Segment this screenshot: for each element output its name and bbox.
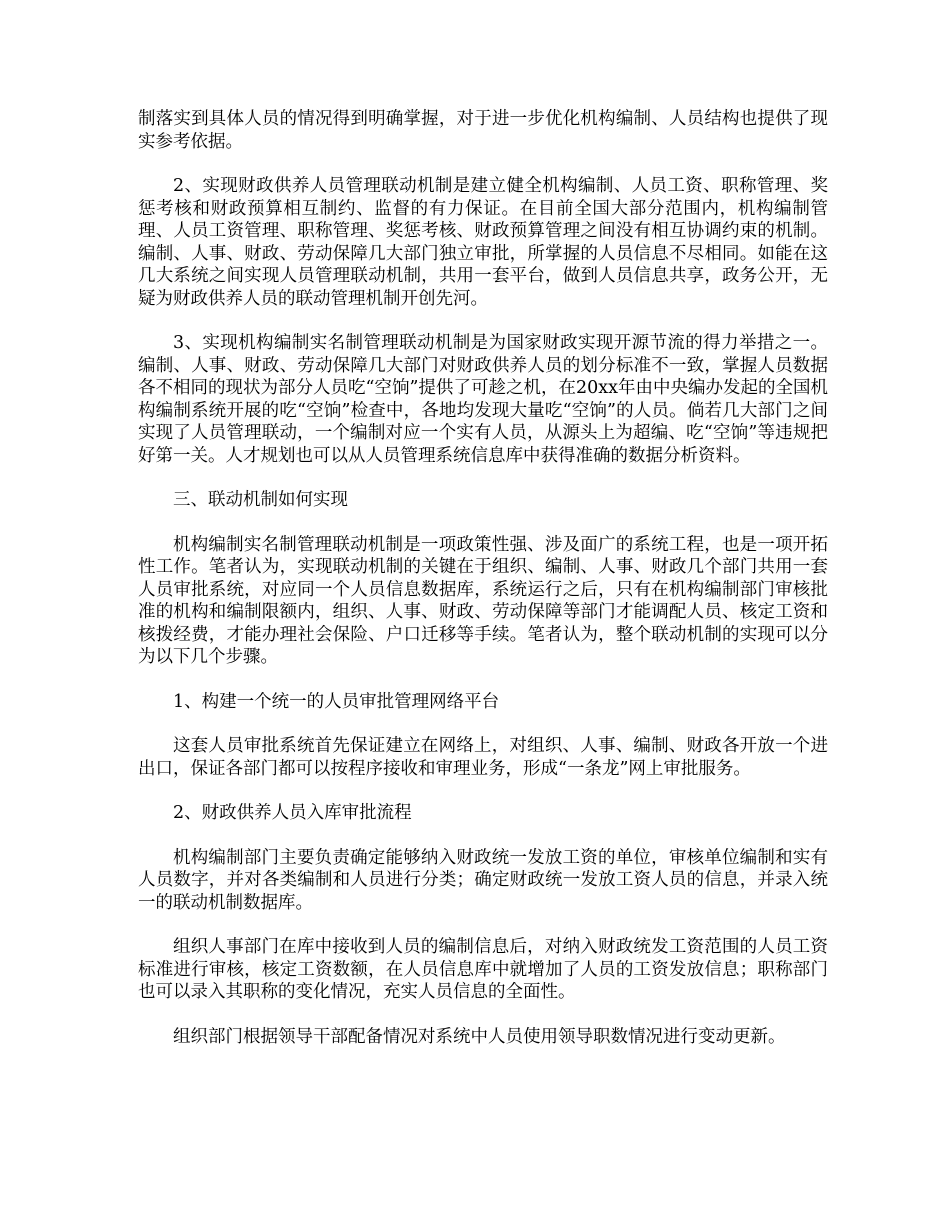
paragraph-step-1: 这套人员审批系统首先保证建立在网络上，对组织、人事、编制、财政各开放一个进出口，保证各部门都可以按程序接收和审理业务，形成“一条龙”网上审批服务。 bbox=[138, 736, 828, 779]
paragraph-point-2: 2、实现财政供养人员管理联动机制是建立健全机构编制、人员工资、职称管理、奖惩考核和财政预算相互制约、监督的有力保证。在目前全国大部分范围内，机构编制管理、人员工资管理、职称管理、奖惩考核、财政预算管理之间没有相互协调约束的机制。编制、人事、财政、劳动保障几大部门独立审批，所掌握的人员信息不尽相同。如能在这几大系统之间实现人员管理联动机制，共用一套平台，做到人员信息共享，政务公开，无疑为财政供养人员的联动管理机制开创先河。 bbox=[138, 176, 828, 309]
paragraph-step-2-c: 组织部门根据领导干部配备情况对系统中人员使用领导职数情况进行变动更新。 bbox=[173, 1026, 786, 1047]
subheading-step-2: 2、财政供养人员入库审批流程 bbox=[173, 803, 412, 823]
paragraph-point-3: 3、实现机构编制实名制管理联动机制是为国家财政实现开源节流的得力举措之一。编制、人事、财政、劳动保障几大部门对财政供养人员的划分标准不一致，掌握人员数据各不相同的现状为部分人员吃“空饷”提供了可趁之机，在20xx年由中央编办发起的全国机构编制系统开展的吃“空饷”检查中，各地均发现大量吃“空饷”的人员。倘若几大部门之间实现了人员管理联动，一个编制对应一个实有人员，从源头上为超编、吃“空饷”等违规把好第一关。人才规划也可以从人员管理系统信息库中获得准确的数据分析资料。 bbox=[138, 333, 828, 466]
subheading-step-1: 1、构建一个统一的人员审批管理网络平台 bbox=[173, 691, 500, 712]
paragraph-mechanism-intro: 机构编制实名制管理联动机制是一项政策性强、涉及面广的系统工程，也是一项开拓性工作。笔者认为，实现联动机制的关键在于组织、编制、人事、财政几个部门共用一套人员审批系统，对应同一个人员信息数据库，系统运行之后，只有在机构编制部门审核批准的机构和编制限额内，组织、人事、财政、劳动保障等部门才能调配人员、核定工资和核拨经费，才能办理社会保险、户口迁移等手续。笔者认为，整个联动机制的实现可以分为以下几个步骤。 bbox=[138, 534, 828, 667]
paragraph-continuation: 制落实到具体人员的情况得到明确掌握，对于进一步优化机构编制、人员结构也提供了现实参考依据。 bbox=[138, 109, 828, 152]
paragraph-step-2-a: 机构编制部门主要负责确定能够纳入财政统一发放工资的单位，审核单位编制和实有人员数字，并对各类编制和人员进行分类；确定财政统一发放工资人员的信息，并录入统一的联动机制数据库。 bbox=[138, 847, 828, 913]
paragraph-step-2-b: 组织人事部门在库中接收到人员的编制信息后，对纳入财政统发工资范围的人员工资标准进行审核，核定工资数额，在人员信息库中就增加了人员的工资发放信息；职称部门也可以录入其职称的变化情况，充实人员信息的全面性。 bbox=[138, 937, 828, 1002]
section-heading-3: 三、联动机制如何实现 bbox=[173, 490, 348, 510]
document-page bbox=[138, 108, 828, 1070]
